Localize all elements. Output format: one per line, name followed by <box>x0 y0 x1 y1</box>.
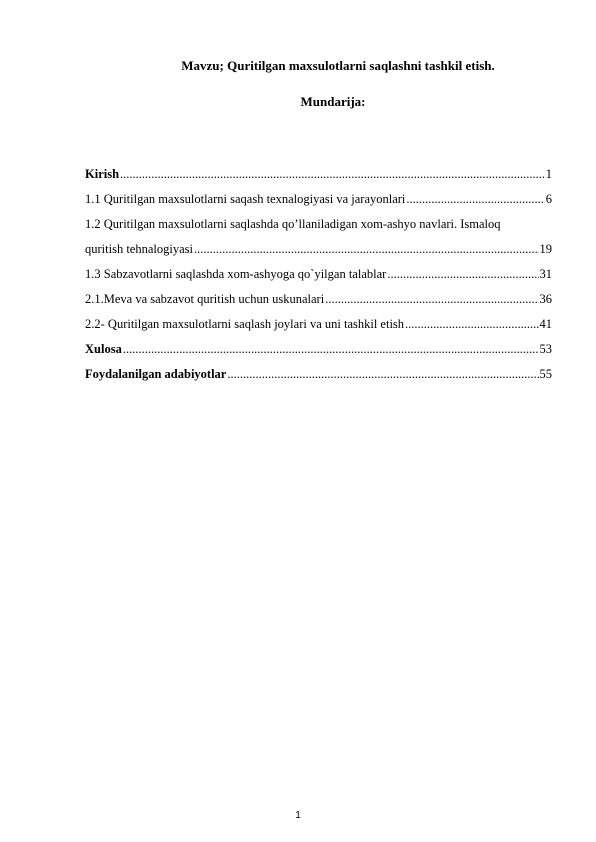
toc-entry-page: 55 <box>539 367 552 381</box>
toc-entry-page: 1 <box>545 167 552 181</box>
toc-entry-1-3[interactable] <box>85 262 552 287</box>
toc-leader-dots <box>325 287 538 312</box>
toc-entry-label: 1.3 Sabzavotlarni saqlashda xom-ashyoga qo`yilgan talablar <box>85 267 387 281</box>
toc-entry-2-2[interactable] <box>85 312 552 337</box>
toc-leader-dots <box>123 337 539 362</box>
toc-leader-dots <box>120 162 545 187</box>
toc-entry-label: 1.1 Quritilgan maxsulotlarni saqash texnalogiyasi va jarayonlari <box>85 192 406 206</box>
toc-entry-label: 2.2- Quritilgan maxsulotlarni saqlash joylari va uni tashkil etish <box>85 317 405 331</box>
toc-heading: Mundarija: <box>300 94 366 109</box>
toc-entry-label: quritish tehnalogiyasi <box>85 242 193 256</box>
toc-entry-label: Xulosa <box>85 342 122 356</box>
toc-entry-xulosa[interactable] <box>85 337 552 362</box>
toc-leader-dots <box>406 187 544 212</box>
toc-entry-label: Kirish <box>85 167 120 181</box>
toc-entry-label: 2.1.Meva va sabzavot quritish uchun uskunalari <box>85 292 325 306</box>
toc-entry-page: 36 <box>539 292 552 306</box>
document-title: Mavzu; Quritilgan maxsulotlarni saqlashni tashkil etish. <box>181 58 495 73</box>
page-number: 1 <box>295 810 301 821</box>
toc-entry-label: Foydalanilgan adabiyotlar <box>85 367 227 381</box>
toc-leader-dots <box>227 362 538 387</box>
toc-entry-adabiyotlar[interactable] <box>85 362 552 387</box>
toc-entry-page: 6 <box>545 192 552 206</box>
toc-leader-dots <box>405 312 538 337</box>
toc-entry-page: 31 <box>539 267 552 281</box>
toc-entry-1-1[interactable] <box>85 187 552 212</box>
toc-entry-label-line1: 1.2 Quritilgan maxsulotlarni saqlashda qo’llaniladigan xom-ashyo navlari. Ismaloq <box>85 217 501 231</box>
toc-entry-kirish[interactable] <box>85 162 552 187</box>
toc-entry-page: 19 <box>539 242 552 256</box>
toc-entry-2-1[interactable] <box>85 287 552 312</box>
toc-leader-dots <box>194 237 539 262</box>
toc-entry-page: 53 <box>539 342 552 356</box>
toc-entry-1-2[interactable] <box>85 212 552 262</box>
toc-leader-dots <box>387 262 538 287</box>
table-of-contents <box>85 162 552 387</box>
toc-entry-page: 41 <box>539 317 552 331</box>
